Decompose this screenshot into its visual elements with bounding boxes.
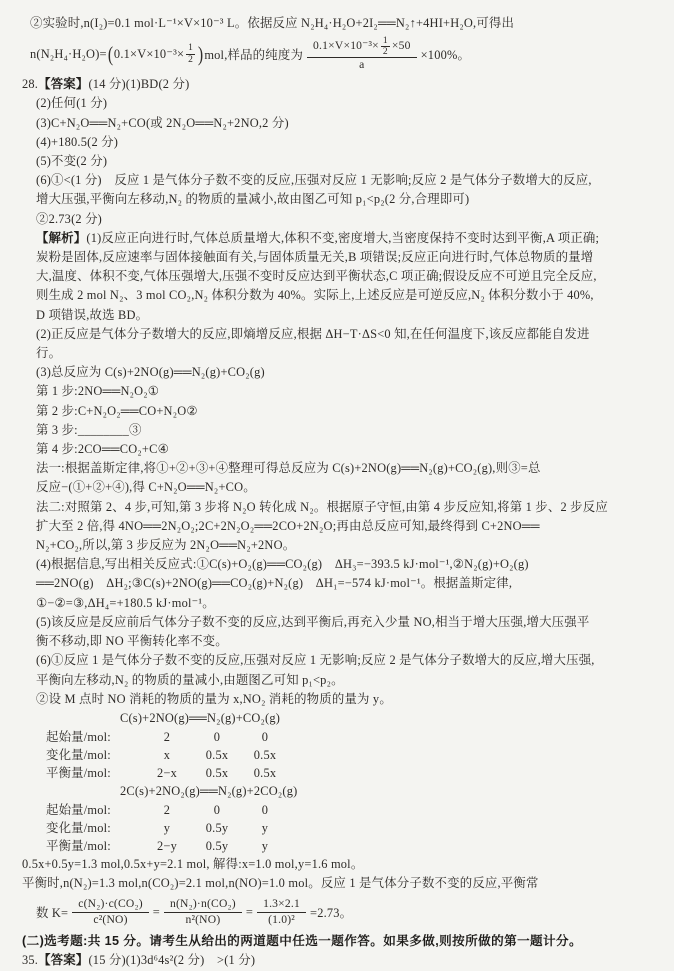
step-line: 第 1 步:2NO══N₂O₂① bbox=[36, 384, 160, 399]
solve-line: 0.5x+0.5y=1.3 mol,0.5x+y=2.1 mol, 解得:x=1.0 mol,y=1.6 mol。 bbox=[22, 856, 364, 871]
half-fraction bbox=[381, 36, 390, 58]
answer-line: (2)任何(1 分) bbox=[36, 96, 108, 111]
row-label: 平衡量/mol: bbox=[46, 765, 111, 780]
table-row bbox=[46, 837, 660, 855]
k-fraction-concentration bbox=[72, 897, 149, 927]
k-result: =2.73。 bbox=[310, 906, 353, 921]
method-two-line: N₂+CO₂,所以,第 3 步反应为 2N₂O══N₂+2NO。 bbox=[36, 538, 296, 553]
paren-open: ( bbox=[107, 41, 114, 66]
answer-label: 【答案】 bbox=[38, 953, 89, 968]
fraction-denominator: c²(NO) bbox=[93, 912, 128, 926]
fraction-numerator: n(N₂)·n(CO₂) bbox=[164, 897, 242, 912]
cell: 0 bbox=[213, 729, 221, 744]
analysis-line: (5)该反应是反应前后气体分子数不变的反应,达到平衡后,再充入少量 NO,相当于增大压强,增大压强平 bbox=[36, 614, 590, 629]
analysis-line: 衡不移动,即 NO 平衡转化率不变。 bbox=[36, 634, 228, 649]
question-number: 35. bbox=[22, 953, 39, 968]
analysis-line: 平衡向左移动,N₂ 的物质的量减小,由题图乙可知 p₁<p₂。 bbox=[36, 672, 344, 687]
cell: 2 bbox=[163, 729, 171, 744]
purity-denominator: a bbox=[359, 58, 365, 72]
q35-answer-head bbox=[22, 951, 660, 970]
answer-line: (6)①<(1 分) 反应 1 是气体分子数不变的反应,压强对反应 1 无影响;反应 2 是气体分子数增大的反应, bbox=[36, 173, 592, 188]
answer-label: 【答案】 bbox=[38, 77, 89, 92]
cell: 2 bbox=[163, 802, 171, 817]
reaction-equation-2: 2C(s)+2NO₂(g)══N₂(g)+2CO₂(g) bbox=[120, 783, 298, 798]
half-fraction bbox=[186, 43, 195, 65]
purity-num-b: ×50 bbox=[391, 39, 411, 53]
analysis-line: ══2NO(g) ΔH₂;③C(s)+2NO(g)══CO₂(g)+N₂(g) ΔH₁=−574 kJ·mol⁻¹。根据盖斯定律, bbox=[36, 576, 513, 591]
cell: 0.5y bbox=[205, 820, 229, 835]
method-two-line: 法二:对照第 2、4 步,可知,第 3 步将 N₂O 转化成 N₂。根据原子守恒,由第 4 步反应知,将第 1 步、2 步反应 bbox=[36, 499, 608, 514]
experiment-step-text: ②实验时,n(I₂)=0.1 mol·L⁻¹×V×10⁻³ L。依据反应 N₂H₄·H₂O+2I₂══N₂↑+4HI+H₂O,可得出 bbox=[30, 16, 515, 30]
mol-expression: n(N₂H₄·H₂O)= bbox=[30, 46, 107, 61]
analysis-label: 【解析】 bbox=[36, 230, 87, 245]
fraction-numerator: 1.3×2.1 bbox=[257, 897, 306, 912]
question-number: 28. bbox=[22, 77, 39, 92]
intro-line-2 bbox=[22, 33, 660, 75]
analysis-line: (2)正反应是气体分子数增大的反应,即熵增反应,根据 ΔH−T·ΔS<0 知,在任何温度下,该反应都能自发进 bbox=[36, 326, 590, 341]
cell: 0 bbox=[261, 729, 269, 744]
table-row bbox=[46, 801, 660, 819]
equilibrium-constant-line bbox=[36, 893, 660, 931]
analysis-line: 行。 bbox=[36, 346, 62, 361]
cell: 0.5x bbox=[253, 765, 277, 780]
purity-fraction bbox=[307, 36, 417, 73]
fraction-numerator: 1 bbox=[188, 43, 194, 54]
method-two-line: 扩大至 2 倍,得 4NO══2N₂O₂;2C+2N₂O₂══2CO+2N₂O;再由总反应可知,最终得到 C+2NO══ bbox=[36, 518, 540, 533]
paren-close: ) bbox=[198, 41, 204, 66]
answer-line: (5)不变(2 分) bbox=[36, 154, 108, 169]
mol-expression-inner: 0.1×V×10⁻³× bbox=[113, 47, 185, 62]
answer-head-text: (15 分)(1)3d⁶4s²(2 分) >(1 分) bbox=[88, 953, 256, 968]
analysis-head bbox=[22, 229, 660, 248]
analysis-line: (1)反应正向进行时,气体总质量增大,体积不变,密度增大,当密度保持不变时达到平衡,A 项正确; bbox=[86, 230, 600, 245]
analysis-line: 大,温度、体积不变,气体压强增大,压强不变时反应达到平衡状态,C 项正确;假设反应不可逆且完全反应, bbox=[36, 269, 597, 284]
row-label: 起始量/mol: bbox=[46, 729, 111, 744]
equals-sign: = bbox=[245, 904, 254, 919]
table-row bbox=[46, 819, 660, 837]
k-prefix: 数 K= bbox=[36, 906, 69, 921]
step-line: 第 2 步:C+N₂O₂══CO+N₂O② bbox=[36, 403, 198, 418]
cell: 0 bbox=[213, 802, 221, 817]
method-one-line: 法一:根据盖斯定律,将①+②+③+④整理可得总反应为 C(s)+2NO(g)══N₂(g)+CO₂(g),则③=总 bbox=[36, 461, 541, 476]
purity-numerator bbox=[307, 36, 417, 59]
answer-line: 增大压强,平衡向左移动,N₂ 的物质的量减小,故由图乙可知 p₁<p₂(2 分,合理即可) bbox=[36, 192, 470, 207]
k-fraction-values bbox=[257, 897, 306, 927]
cell: y bbox=[163, 820, 171, 835]
analysis-line: D 项错误,故选 BD。 bbox=[36, 307, 149, 322]
reaction-equation-1: C(s)+2NO(g)══N₂(g)+CO₂(g) bbox=[120, 710, 281, 725]
cell: 0 bbox=[261, 802, 269, 817]
analysis-line: ①−②=③,ΔH₄=+180.5 kJ·mol⁻¹。 bbox=[36, 595, 215, 610]
analysis-line: 炭粉是固体,反应速率与固体接触面有关,与固体质量无关,B 项错误;反应正向进行时,气体总物质的量增 bbox=[36, 250, 594, 265]
cell: 0.5x bbox=[205, 765, 229, 780]
solve-line: 平衡时,n(N₂)=1.3 mol,n(CO₂)=2.1 mol,n(NO)=1.0 mol。反应 1 是气体分子数不变的反应,平衡常 bbox=[22, 876, 539, 891]
q28-answer-head bbox=[22, 75, 660, 94]
step-line: 第 4 步:2CO══CO₂+C④ bbox=[36, 442, 169, 457]
purity-num-a: 0.1×V×10⁻³× bbox=[313, 39, 379, 53]
cell: 0.5x bbox=[205, 747, 229, 762]
fraction-denominator: 2 bbox=[382, 46, 388, 57]
row-label: 变化量/mol: bbox=[46, 820, 111, 835]
fraction-numerator: c(N₂)·c(CO₂) bbox=[72, 897, 149, 912]
cell: 0.5x bbox=[253, 747, 277, 762]
table-row bbox=[46, 728, 660, 746]
step-line: 第 3 步:________③ bbox=[36, 422, 142, 437]
analysis-line: 则生成 2 mol N₂、3 mol CO₂,N₂ 体积分数为 40%。实际上,上述反应是可逆反应,N₂ 体积分数小于 40%, bbox=[36, 288, 594, 303]
cell: y bbox=[261, 820, 269, 835]
cell: 2−y bbox=[157, 838, 177, 853]
fraction-numerator: 1 bbox=[382, 35, 388, 46]
answer-head-text: (14 分)(1)BD(2 分) bbox=[88, 77, 190, 92]
answer-line: (4)+180.5(2 分) bbox=[36, 134, 119, 149]
cell: x bbox=[163, 747, 171, 762]
row-label: 起始量/mol: bbox=[46, 802, 111, 817]
overall-reaction-line: (3)总反应为 C(s)+2NO(g)══N₂(g)+CO₂(g) bbox=[36, 365, 265, 380]
intro-line-1 bbox=[22, 14, 660, 33]
fraction-denominator: 2 bbox=[188, 54, 194, 65]
cell: 0.5y bbox=[205, 838, 229, 853]
fraction-denominator: (1.0)² bbox=[268, 912, 295, 926]
optional-question-note: (二)选考题:共 15 分。请考生从给出的两道题中任选一题作答。如果多做,则按所做的第一题计分。 bbox=[22, 934, 583, 949]
analysis-line: ②设 M 点时 NO 消耗的物质的量为 x,NO₂ 消耗的物质的量为 y。 bbox=[36, 691, 392, 706]
row-label: 变化量/mol: bbox=[46, 747, 111, 762]
method-one-line: 反应−(①+②+④),得 C+N₂O══N₂+CO。 bbox=[36, 480, 256, 495]
table-row bbox=[46, 764, 660, 782]
percent-suffix: ×100%。 bbox=[420, 48, 471, 63]
analysis-line: (4)根据信息,写出相关反应式:①C(s)+O₂(g)══CO₂(g) ΔH₃=−393.5 kJ·mol⁻¹,②N₂(g)+O₂(g) bbox=[36, 557, 529, 572]
answer-line: (3)C+N₂O══N₂+CO(或 2N₂O══N₂+2NO,2 分) bbox=[36, 115, 289, 130]
cell: y bbox=[261, 838, 269, 853]
analysis-line: (6)①反应 1 是气体分子数不变的反应,压强对反应 1 无影响;反应 2 是气体分子数增大的反应,增大压强, bbox=[36, 653, 595, 668]
fraction-denominator: n²(NO) bbox=[185, 912, 221, 926]
purity-label: mol,样品的纯度为 bbox=[204, 48, 304, 63]
equals-sign: = bbox=[152, 904, 160, 919]
k-fraction-moles bbox=[164, 897, 242, 927]
row-label: 平衡量/mol: bbox=[46, 838, 111, 853]
answer-line: ②2.73(2 分) bbox=[36, 211, 103, 226]
cell: 2−x bbox=[157, 765, 177, 780]
table-row bbox=[46, 746, 660, 764]
